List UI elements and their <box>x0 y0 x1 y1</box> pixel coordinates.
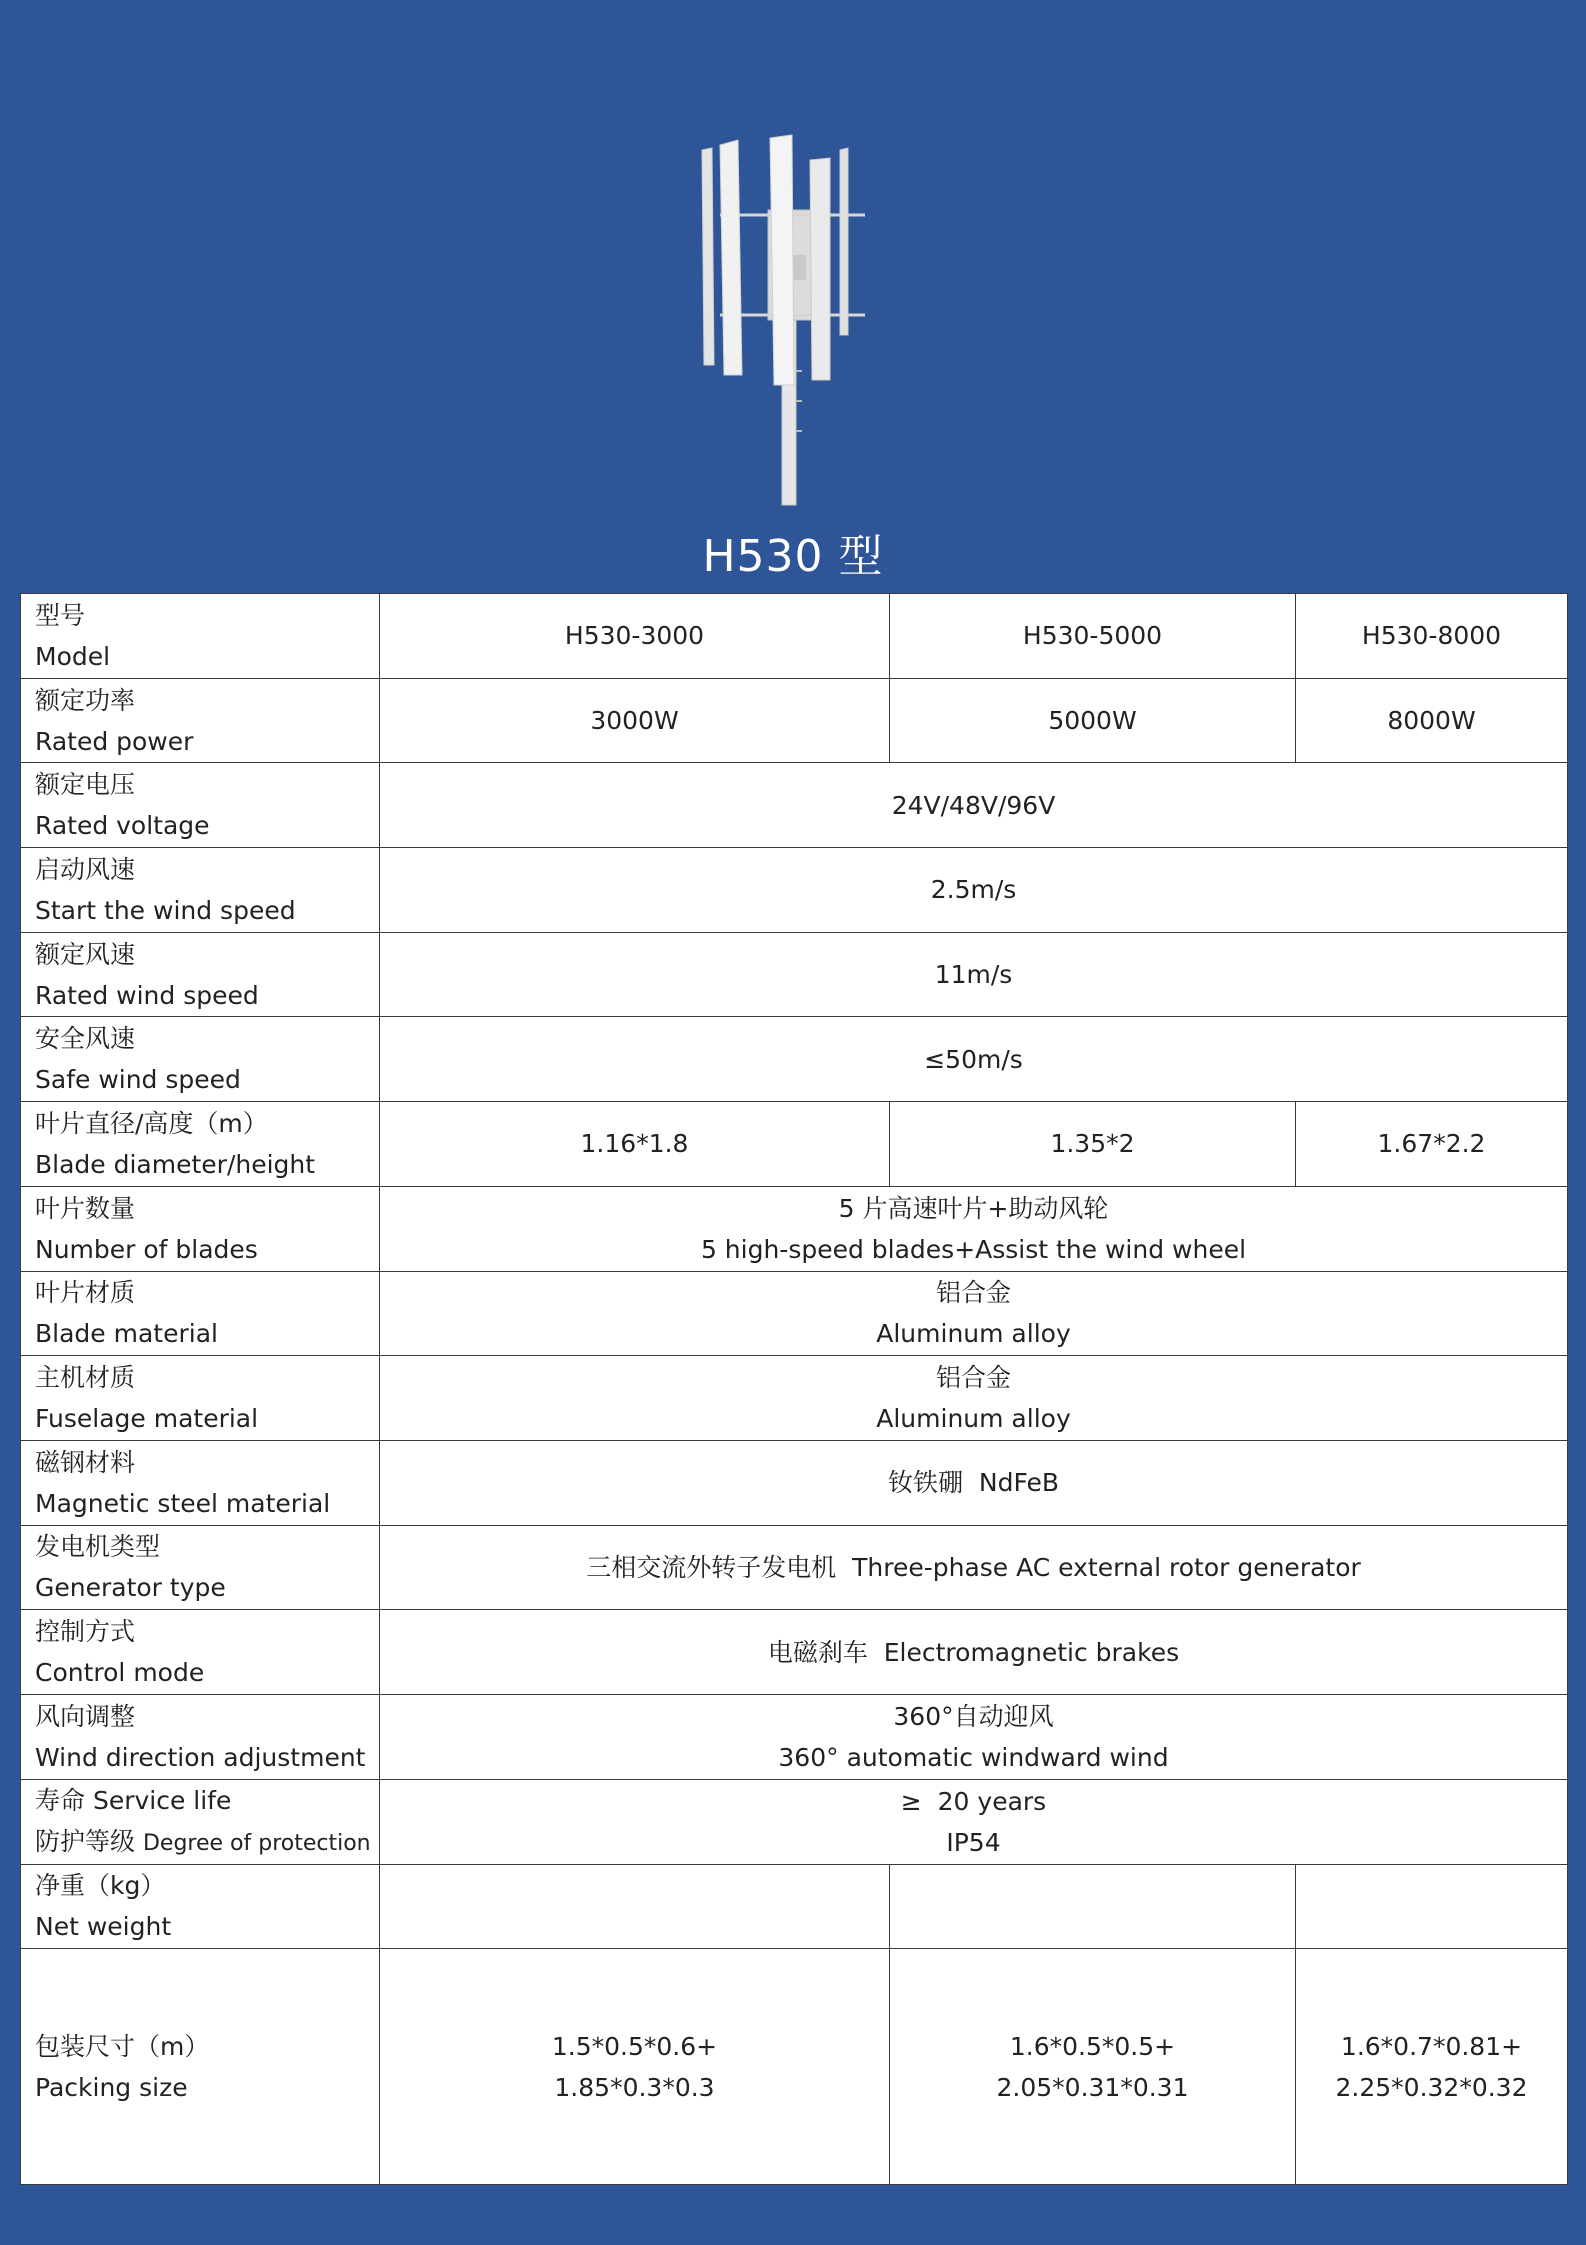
value-zh: 铝合金 <box>935 1278 1011 1308</box>
row-label <box>21 1864 380 1949</box>
label-en: Generator type <box>35 1573 226 1603</box>
row-label <box>21 1610 380 1695</box>
label-zh: 主机材质 <box>35 1363 136 1393</box>
value-cell <box>380 1864 890 1949</box>
wind-turbine-image <box>690 130 890 510</box>
value-cell: 3000W <box>380 678 890 763</box>
label-zh: 风向调整 <box>35 1701 136 1731</box>
value-line: 1.5*0.5*0.6+ <box>551 2031 718 2061</box>
value-cell: 钕铁硼 NdFeB <box>380 1440 1568 1525</box>
table-row-safe-wind-speed <box>21 1017 1568 1102</box>
value-cell <box>1296 1864 1568 1949</box>
value-cell <box>890 1864 1296 1949</box>
label-en: Model <box>35 641 111 671</box>
value-cell <box>380 1356 1568 1441</box>
row-label <box>21 1949 380 2185</box>
value-line: 2.05*0.31*0.31 <box>996 2072 1189 2102</box>
value-line: 1.85*0.3*0.3 <box>554 2072 715 2102</box>
label-zh: 额定电压 <box>35 770 136 800</box>
value-zh: 5 片高速叶片+助动风轮 <box>838 1193 1109 1223</box>
value-en: 5 high-speed blades+Assist the wind wheel <box>700 1234 1247 1264</box>
row-label <box>21 594 380 679</box>
value-cell: H530-5000 <box>890 594 1296 679</box>
row-label <box>21 848 380 933</box>
row-label <box>21 1440 380 1525</box>
table-row-fuselage-material <box>21 1356 1568 1441</box>
label-en: Start the wind speed <box>35 895 296 925</box>
table-row-packing-size <box>21 1949 1568 2185</box>
label-zh: 包装尺寸（m） <box>35 2031 210 2061</box>
table-row-blade-material <box>21 1271 1568 1356</box>
value-cell: 11m/s <box>380 932 1568 1017</box>
table-row-blade-count <box>21 1186 1568 1271</box>
value-cell <box>890 1949 1296 2185</box>
label-zh: 防护等级 <box>35 1826 136 1856</box>
row-label <box>21 1779 380 1864</box>
value-cell: H530-3000 <box>380 594 890 679</box>
label-en: Rated power <box>35 726 194 756</box>
label-en: Number of blades <box>35 1234 258 1264</box>
value-cell: 8000W <box>1296 678 1568 763</box>
value-line: 1.6*0.5*0.5+ <box>1009 2031 1176 2061</box>
label-zh: 安全风速 <box>35 1024 136 1054</box>
product-title: H530 型 <box>702 531 884 582</box>
label-protection <box>35 1821 379 1864</box>
label-en: Blade material <box>35 1319 218 1349</box>
label-en: Rated voltage <box>35 811 210 841</box>
label-zh: 发电机类型 <box>35 1532 161 1562</box>
value-cell: H530-8000 <box>1296 594 1568 679</box>
table-row-rated-power <box>21 678 1568 763</box>
value-cell: 1.16*1.8 <box>380 1102 890 1187</box>
label-zh: 叶片直径/高度（m） <box>35 1108 268 1138</box>
value-protection: IP54 <box>946 1827 1001 1857</box>
value-cell: 2.5m/s <box>380 848 1568 933</box>
row-label <box>21 763 380 848</box>
label-zh: 叶片材质 <box>35 1278 136 1308</box>
row-label <box>21 1525 380 1610</box>
value-cell <box>1296 1949 1568 2185</box>
label-zh: 额定功率 <box>35 685 136 715</box>
value-line: 1.6*0.7*0.81+ <box>1340 2031 1523 2061</box>
value-cell: 5000W <box>890 678 1296 763</box>
table-row-wind-direction <box>21 1694 1568 1779</box>
value-cell <box>380 1949 890 2185</box>
value-cell <box>380 1694 1568 1779</box>
row-label <box>21 1694 380 1779</box>
spec-table <box>20 593 1568 2185</box>
table-row-service-life <box>21 1779 1568 1864</box>
label-service-life: 寿命 Service life <box>35 1785 232 1815</box>
row-label <box>21 1102 380 1187</box>
label-en: Safe wind speed <box>35 1065 241 1095</box>
label-en: Blade diameter/height <box>35 1149 316 1179</box>
row-label <box>21 1186 380 1271</box>
value-en: Aluminum alloy <box>876 1319 1071 1349</box>
label-zh: 启动风速 <box>35 854 136 884</box>
table-row-generator-type <box>21 1525 1568 1610</box>
value-service-life: ≥ 20 years <box>900 1786 1047 1816</box>
label-en: Net weight <box>35 1912 172 1942</box>
table-row-rated-wind-speed <box>21 932 1568 1017</box>
value-en: Aluminum alloy <box>876 1404 1071 1434</box>
value-zh: 360°自动迎风 <box>893 1701 1054 1731</box>
value-cell: ≤50m/s <box>380 1017 1568 1102</box>
label-zh: 额定风速 <box>35 939 136 969</box>
label-en: Control mode <box>35 1658 205 1688</box>
row-label <box>21 932 380 1017</box>
label-en: Magnetic steel material <box>35 1488 331 1518</box>
table-row-control-mode <box>21 1610 1568 1695</box>
row-label <box>21 1271 380 1356</box>
label-zh: 净重（kg） <box>35 1871 166 1901</box>
row-label <box>21 1017 380 1102</box>
row-label <box>21 678 380 763</box>
label-zh: 控制方式 <box>35 1617 136 1647</box>
value-cell: 1.67*2.2 <box>1296 1102 1568 1187</box>
value-zh: 铝合金 <box>935 1363 1011 1393</box>
label-en: Fuselage material <box>35 1404 259 1434</box>
value-cell <box>380 1271 1568 1356</box>
value-cell <box>380 1779 1568 1864</box>
value-cell: 电磁刹车 Electromagnetic brakes <box>380 1610 1568 1695</box>
value-cell: 24V/48V/96V <box>380 763 1568 848</box>
value-en: 360° automatic windward wind <box>778 1742 1169 1772</box>
table-row-rated-voltage <box>21 763 1568 848</box>
table-row-net-weight <box>21 1864 1568 1949</box>
table-row-model <box>21 594 1568 679</box>
label-en: Rated wind speed <box>35 980 259 1010</box>
label-zh: 叶片数量 <box>35 1193 136 1223</box>
table-row-blade-dimensions <box>21 1102 1568 1187</box>
label-en: Degree of protection <box>142 1830 371 1856</box>
value-line: 2.25*0.32*0.32 <box>1335 2072 1528 2102</box>
table-row-start-wind-speed <box>21 848 1568 933</box>
value-cell <box>380 1186 1568 1271</box>
row-label <box>21 1356 380 1441</box>
value-cell: 1.35*2 <box>890 1102 1296 1187</box>
table-row-magnetic-steel <box>21 1440 1568 1525</box>
label-zh: 型号 <box>35 600 86 630</box>
label-zh: 磁钢材料 <box>35 1447 136 1477</box>
label-en: Wind direction adjustment <box>35 1742 366 1772</box>
label-en: Packing size <box>35 2072 188 2102</box>
value-cell: 三相交流外转子发电机 Three-phase AC external rotor generator <box>380 1525 1568 1610</box>
